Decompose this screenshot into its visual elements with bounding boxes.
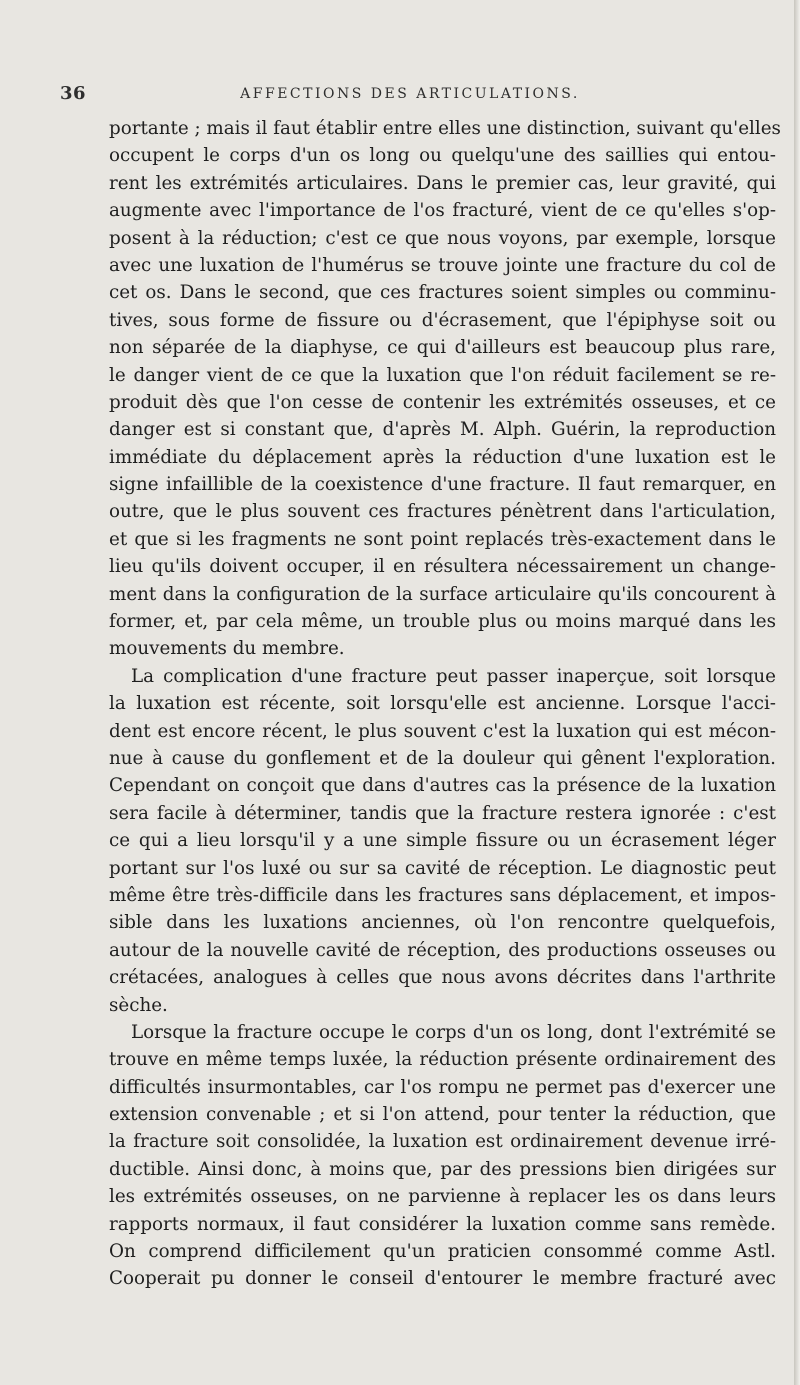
- text-line: nue à cause du gonflement et de la douleur qui gênent l'exploration.: [109, 747, 776, 769]
- text-line: non séparée de la diaphyse, ce qui d'ailleurs est beaucoup plus rare,: [109, 337, 776, 359]
- text-line: rapports normaux, il faut considérer la luxation comme sans remède.: [109, 1213, 776, 1235]
- text-line: difficultés insurmontables, car l'os rompu ne permet pas d'exercer une: [109, 1076, 776, 1098]
- running-title: AFFECTIONS DES ARTICULATIONS.: [240, 86, 580, 102]
- text-line: On comprend difficilement qu'un praticien consommé comme Astl.: [109, 1241, 776, 1263]
- text-line: ductible. Ainsi donc, à moins que, par des pressions bien dirigées sur: [109, 1158, 776, 1180]
- running-head: [60, 83, 760, 107]
- text-line: ce qui a lieu lorsqu'il y a une simple fissure ou un écrasement léger: [109, 830, 776, 852]
- paragraph-start-line: La complication d'une fracture peut passer inaperçue, soit lorsque: [131, 665, 776, 687]
- text-line: signe infaillible de la coexistence d'une fracture. Il faut remarquer, en: [109, 474, 776, 496]
- text-line: trouve en même temps luxée, la réduction présente ordinairement des: [109, 1049, 776, 1071]
- text-line: ment dans la configuration de la surface articulaire qu'ils concourent à: [109, 583, 776, 605]
- text-line: produit dès que l'on cesse de contenir les extrémités osseuses, et ce: [109, 391, 776, 413]
- paragraph-end-line: sèche.: [109, 994, 168, 1016]
- text-line: Cependant on conçoit que dans d'autres cas la présence de la luxation: [109, 775, 776, 797]
- text-line: tives, sous forme de fissure ou d'écrasement, que l'épiphyse soit ou: [109, 309, 776, 331]
- text-line: portante ; mais il faut établir entre elles une distinction, suivant qu'elles: [109, 118, 781, 139]
- paragraph-end-line: mouvements du membre.: [109, 638, 345, 660]
- text-line: Cooperait pu donner le conseil d'entourer le membre fracturé avec: [109, 1268, 776, 1290]
- text-line: extension convenable ; et si l'on attend, pour tenter la réduction, que: [109, 1104, 776, 1126]
- text-line: sera facile à déterminer, tandis que la fracture restera ignorée : c'est: [109, 802, 776, 824]
- text-line: même être très-difficile dans les fractures sans déplacement, et impos-: [109, 884, 776, 906]
- text-line: immédiate du déplacement après la réduction d'une luxation est le: [109, 446, 776, 468]
- text-line: portant sur l'os luxé ou sur sa cavité de réception. Le diagnostic peut: [109, 857, 776, 879]
- body-text: [109, 115, 781, 1293]
- text-line: les extrémités osseuses, on ne parvienne à replacer les os dans leurs: [109, 1186, 776, 1208]
- text-line: avec une luxation de l'humérus se trouve jointe une fracture du col de: [109, 254, 776, 276]
- text-line: rent les extrémités articulaires. Dans le premier cas, leur gravité, qui: [109, 172, 776, 194]
- text-line: augmente avec l'importance de l'os fracturé, vient de ce qu'elles s'op-: [109, 200, 776, 222]
- text-line: le danger vient de ce que la luxation que l'on réduit facilement se re-: [109, 364, 776, 386]
- text-line: cet os. Dans le second, que ces fractures soient simples ou comminu-: [109, 282, 776, 304]
- page-edge-shadow: [794, 0, 800, 1385]
- text-line: crétacées, analogues à celles que nous avons décrites dans l'arthrite: [109, 967, 776, 989]
- text-line: outre, que le plus souvent ces fractures pénètrent dans l'articulation,: [109, 501, 776, 523]
- text-line: la fracture soit consolidée, la luxation est ordinairement devenue irré-: [109, 1131, 776, 1153]
- text-line: dent est encore récent, le plus souvent c'est la luxation qui est mécon-: [109, 720, 776, 742]
- text-line: former, et, par cela même, un trouble plus ou moins marqué dans les: [109, 611, 776, 633]
- text-line: danger est si constant que, d'après M. Alph. Guérin, la reproduction: [109, 419, 776, 441]
- text-line: lieu qu'ils doivent occuper, il en résultera nécessairement un change-: [109, 556, 776, 578]
- page-number: 36: [60, 83, 87, 104]
- text-line: occupent le corps d'un os long ou quelqu'une des saillies qui entou-: [109, 145, 776, 167]
- text-line: la luxation est récente, soit lorsqu'elle est ancienne. Lorsque l'acci-: [109, 693, 776, 715]
- paragraph-start-line: Lorsque la fracture occupe le corps d'un os long, dont l'extrémité se: [131, 1021, 776, 1043]
- text-line: et que si les fragments ne sont point replacés très-exactement dans le: [109, 528, 776, 550]
- text-line: autour de la nouvelle cavité de réception, des productions osseuses ou: [109, 939, 776, 961]
- text-line: sible dans les luxations anciennes, où l'on rencontre quelquefois,: [109, 912, 776, 934]
- text-line: posent à la réduction; c'est ce que nous voyons, par exemple, lorsque: [109, 227, 776, 249]
